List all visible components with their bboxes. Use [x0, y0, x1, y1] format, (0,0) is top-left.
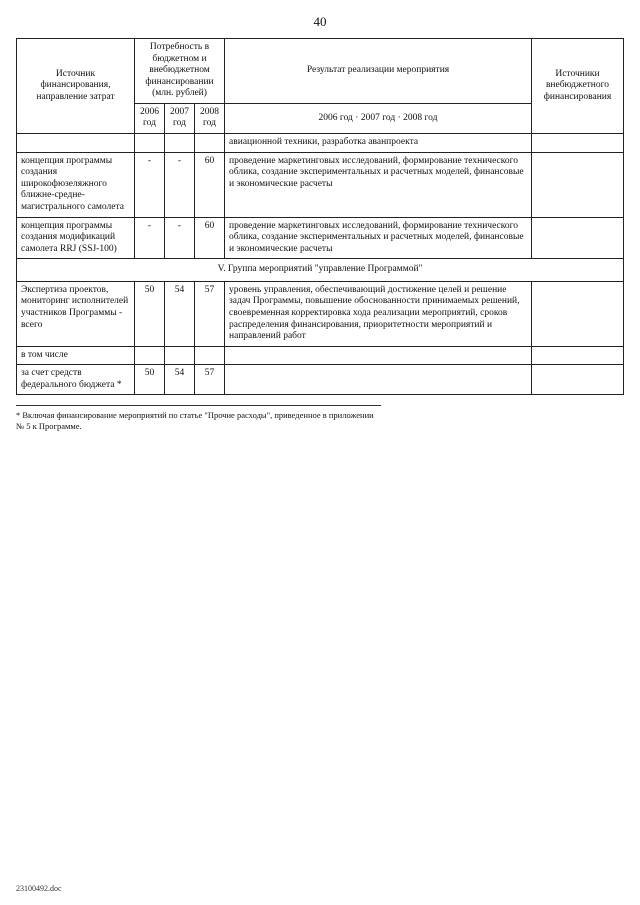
table-row [17, 365, 624, 395]
cell-2007: - [165, 217, 195, 259]
header-result-years: 2006 год · 2007 год · 2008 год [225, 103, 532, 133]
cell-2007 [165, 346, 195, 365]
cell-extra [532, 217, 624, 259]
cell-2007: - [165, 152, 195, 217]
table-row [17, 134, 624, 153]
cell-source: Экспертиза проектов, мониторинг исполнителей участников Программы - всего [17, 281, 135, 346]
table-row [17, 152, 624, 217]
cell-2008 [195, 134, 225, 153]
cell-source [17, 134, 135, 153]
cell-extra [532, 365, 624, 395]
cell-result: авиационной техники, разработка аванпроекта [225, 134, 532, 153]
cell-source: в том числе [17, 346, 135, 365]
cell-2006 [135, 346, 165, 365]
cell-2006 [135, 134, 165, 153]
header-need: Потребность в бюджетном и внебюджетном финансировании (млн. рублей) [135, 39, 225, 104]
header-need-2007: 2007 год [165, 103, 195, 133]
cell-result [225, 365, 532, 395]
header-result-2007: 2007 год [360, 112, 396, 123]
cell-2006: 50 [135, 365, 165, 395]
header-result-2006: 2006 год [318, 112, 353, 123]
table-row [17, 346, 624, 365]
document-id: 23100492.doc [16, 884, 62, 893]
header-source: Источник финансирования, направление затрат [17, 39, 135, 134]
cell-2008: 60 [195, 152, 225, 217]
cell-2007 [165, 134, 195, 153]
cell-extra [532, 152, 624, 217]
cell-2007: 54 [165, 281, 195, 346]
cell-result [225, 346, 532, 365]
cell-extra [532, 134, 624, 153]
header-need-2006: 2006 год [135, 103, 165, 133]
cell-source: концепция программы создания модификаций самолета RRJ (SSJ-100) [17, 217, 135, 259]
header-extra-sources: Источники внебюджетного финансирования [532, 39, 624, 134]
cell-extra [532, 281, 624, 346]
cell-source: за счет средств федерального бюджета * [17, 365, 135, 395]
cell-source: концепция программы создания широкофюзеляжного ближне-средне-магистрального самолета [17, 152, 135, 217]
group-title: V. Группа мероприятий "управление Программой" [17, 259, 624, 282]
group-row [17, 259, 624, 282]
cell-2006: 50 [135, 281, 165, 346]
cell-2008: 60 [195, 217, 225, 259]
cell-result: проведение маркетинговых исследований, формирование технического облика, создание экспериментальных и расчетных моделей, финансовые и экономические расчеты [225, 217, 532, 259]
table-row [17, 217, 624, 259]
cell-2008: 57 [195, 281, 225, 346]
table-row [17, 281, 624, 346]
header-result-2008: 2008 год [403, 112, 438, 123]
cell-2006: - [135, 152, 165, 217]
cell-2008: 57 [195, 365, 225, 395]
cell-2006: - [135, 217, 165, 259]
financing-table [16, 38, 624, 395]
footnote: * Включая финансирование мероприятий по статье "Прочие расходы", приведенное в приложении № 5 к Программе. [16, 405, 381, 431]
cell-extra [532, 346, 624, 365]
cell-result: проведение маркетинговых исследований, формирование технического облика, создание экспериментальных и расчетных моделей, финансовые и экономические расчеты [225, 152, 532, 217]
cell-2007: 54 [165, 365, 195, 395]
cell-result: уровень управления, обеспечивающий достижение целей и решение задач Программы, повышение обоснованности принимаемых решений, своевременная корректировка хода реализации мероприятий, сроков распределения финансирования, приоритетности мероприятий и направлений работ [225, 281, 532, 346]
cell-2008 [195, 346, 225, 365]
header-need-2008: 2008 год [195, 103, 225, 133]
page-number: 40 [313, 14, 327, 29]
header-result: Результат реализации мероприятия [225, 39, 532, 104]
